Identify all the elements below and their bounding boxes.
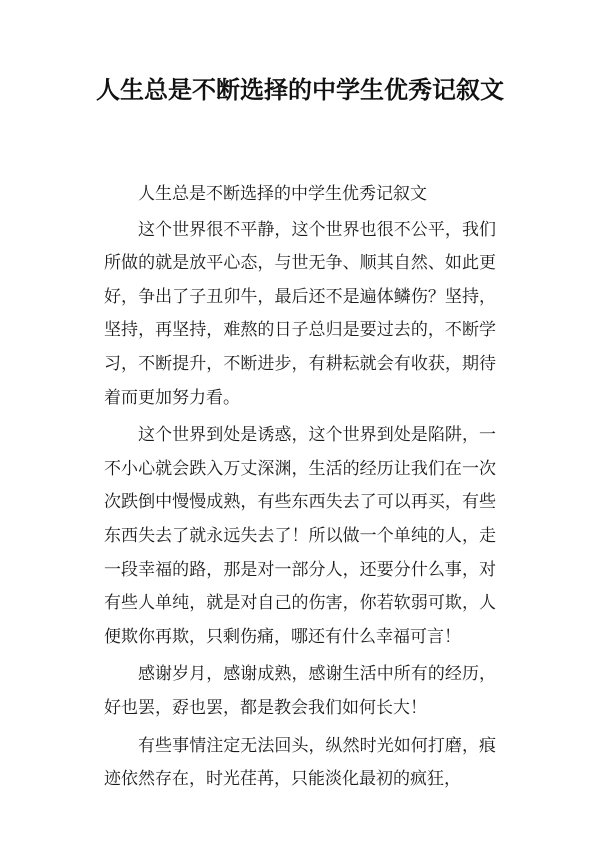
paragraph-4: 有些事情注定无法回头，纵然时光如何打磨，痕迹依然存在，时光荏苒，只能淡化最初的疯狂， bbox=[104, 735, 496, 790]
document-body bbox=[104, 178, 496, 797]
paragraph-1: 这个世界很不平静，这个世界也很不公平，我们所做的就是放平心态，与世无争、顺其自然、如此更好，争出了子丑卯牛，最后还不是遍体鳞伤？坚持，坚持，再坚持，难熬的日子总归是要过去的，不断学习，不断提升，不断进步，有耕耘就会有收获，期待着而更加努力看。 bbox=[104, 219, 496, 408]
paragraph-2: 这个世界到处是诱惑，这个世界到处是陷阱，一不小心就会跌入万丈深渊，生活的经历让我们在一次次跌倒中慢慢成熟，有些东西失去了可以再买，有些东西失去了就永远失去了！所以做一个单纯的人，走一段幸福的路，那是对一部分人，还要分什么事，对有些人单纯，就是对自己的伤害，你若软弱可欺，人便欺你再欺，只剩伤痛，哪还有什么幸福可言！ bbox=[104, 425, 496, 647]
document-title: 人生总是不断选择的中学生优秀记叙文 bbox=[96, 76, 504, 104]
paragraph-3: 感谢岁月，感谢成熟，感谢生活中所有的经历，好也罢，孬也罢，都是教会我们如何长大！ bbox=[104, 664, 496, 718]
document-subtitle: 人生总是不断选择的中学生优秀记叙文 bbox=[138, 184, 427, 204]
